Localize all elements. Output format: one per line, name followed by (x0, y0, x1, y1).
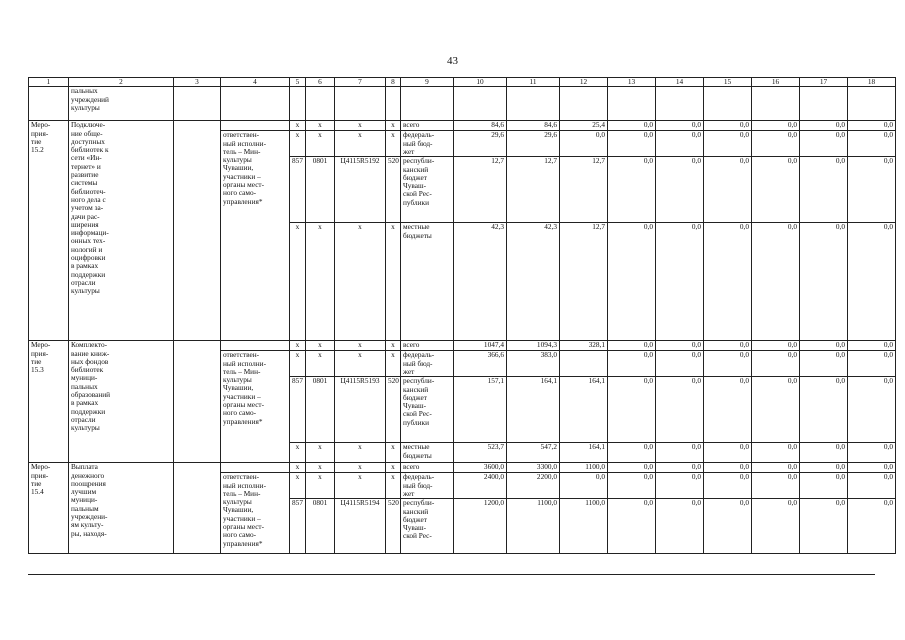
expense-type-code: x (386, 121, 401, 131)
budget-value: 0,0 (848, 157, 896, 223)
column-header: 18 (848, 78, 896, 87)
expense-type-code: x (386, 131, 401, 157)
column-header: 10 (454, 78, 507, 87)
cell-empty (401, 87, 454, 121)
funding-source: федераль- ный бюд- жет (401, 473, 454, 499)
cell-empty (656, 87, 704, 121)
budget-value: 157,1 (454, 377, 507, 443)
budget-value: 0,0 (656, 463, 704, 473)
budget-value: 12,7 (507, 157, 560, 223)
budget-value: 0,0 (848, 443, 896, 463)
cell-empty (174, 341, 221, 463)
section-code: x (306, 463, 335, 473)
budget-value: 0,0 (800, 131, 848, 157)
budget-value: 0,0 (752, 351, 800, 377)
expense-type-code: x (386, 443, 401, 463)
table-row (29, 341, 896, 351)
cell-empty (174, 463, 221, 554)
budget-value: 0,0 (704, 157, 752, 223)
grbs-code: x (290, 463, 306, 473)
column-header: 17 (800, 78, 848, 87)
section-code: 0801 (306, 377, 335, 443)
grbs-code: 857 (290, 377, 306, 443)
budget-value: 1047,4 (454, 341, 507, 351)
funding-source: федераль- ный бюд- жет (401, 351, 454, 377)
budget-value: 0,0 (848, 223, 896, 341)
target-article-code: x (335, 473, 386, 499)
budget-value: 0,0 (800, 351, 848, 377)
budget-value: 547,2 (507, 443, 560, 463)
expense-type-code: 520 (386, 157, 401, 223)
budget-value: 0,0 (608, 473, 656, 499)
funding-source: всего (401, 341, 454, 351)
budget-value: 0,0 (752, 463, 800, 473)
expense-type-code: x (386, 341, 401, 351)
grbs-code: x (290, 131, 306, 157)
budget-table (28, 77, 896, 554)
expense-type-code: 520 (386, 499, 401, 554)
cell-empty (800, 87, 848, 121)
funding-source: всего (401, 463, 454, 473)
budget-value: 0,0 (752, 377, 800, 443)
target-article-code: x (335, 131, 386, 157)
column-header: 2 (69, 78, 174, 87)
cell-empty (560, 87, 608, 121)
cell-empty (221, 121, 290, 131)
budget-value: 0,0 (800, 473, 848, 499)
budget-value: 0,0 (704, 473, 752, 499)
budget-value: 0,0 (656, 341, 704, 351)
budget-value: 0,0 (752, 157, 800, 223)
measure-label: Меро- прия- тие 15.4 (29, 463, 69, 554)
budget-value: 1100,0 (507, 499, 560, 554)
budget-value: 0,0 (848, 499, 896, 554)
funding-source: республи- канский бюджет Чуваш- ской Рес- публики (401, 157, 454, 223)
budget-value: 328,1 (560, 341, 608, 351)
column-header: 11 (507, 78, 560, 87)
budget-value: 0,0 (608, 377, 656, 443)
budget-value: 0,0 (752, 499, 800, 554)
budget-value: 0,0 (656, 223, 704, 341)
cell-empty (608, 87, 656, 121)
budget-value: 1200,0 (454, 499, 507, 554)
budget-value: 0,0 (704, 351, 752, 377)
cell-empty (221, 87, 290, 121)
target-article-code: Ц4115R5193 (335, 377, 386, 443)
cell-empty (174, 87, 221, 121)
budget-value: 0,0 (848, 121, 896, 131)
budget-value: 0,0 (704, 377, 752, 443)
budget-value: 29,6 (507, 131, 560, 157)
budget-value: 0,0 (752, 473, 800, 499)
grbs-code: x (290, 473, 306, 499)
budget-value: 0,0 (752, 131, 800, 157)
expense-type-code: x (386, 473, 401, 499)
target-article-code: Ц4115R5194 (335, 499, 386, 554)
column-header: 6 (306, 78, 335, 87)
budget-value: 0,0 (608, 131, 656, 157)
expense-type-code: x (386, 463, 401, 473)
budget-value: 0,0 (752, 121, 800, 131)
column-header: 8 (386, 78, 401, 87)
budget-value: 0,0 (848, 351, 896, 377)
cell-empty (752, 87, 800, 121)
section-code: x (306, 351, 335, 377)
budget-value: 12,7 (454, 157, 507, 223)
budget-value: 1094,3 (507, 341, 560, 351)
measure-label: Меро- прия- тие 15.2 (29, 121, 69, 341)
expense-type-code: x (386, 223, 401, 341)
measure-name: Подключе- ние обще- доступных библиотек к сети «Ин- тернет» и развитие системы библиотеч- ного дела с учетом за- дачи рас- ширения информаци- онных тех- нологий и оцифровки в рамках поддержки отрасли культуры (69, 121, 174, 341)
budget-value (560, 351, 608, 377)
budget-value: 0,0 (848, 131, 896, 157)
budget-value: 0,0 (704, 499, 752, 554)
cell-empty (335, 87, 386, 121)
measure-label: Меро- прия- тие 15.3 (29, 341, 69, 463)
grbs-code: x (290, 121, 306, 131)
target-article-code: x (335, 351, 386, 377)
measure-name: Выплата денежного поощрения лучшим муници- пальным учреждени- ям культу- ры, находя- (69, 463, 174, 554)
budget-value: 366,6 (454, 351, 507, 377)
executor-cell: ответствен- ный исполни- тель – Мин- культуры Чувашии, участники – органы мест- ного само- управления* (221, 131, 290, 341)
budget-value: 523,7 (454, 443, 507, 463)
cell-empty (386, 87, 401, 121)
budget-value: 0,0 (800, 121, 848, 131)
cell-empty (848, 87, 896, 121)
budget-value: 0,0 (608, 463, 656, 473)
budget-value: 29,6 (454, 131, 507, 157)
budget-value: 3300,0 (507, 463, 560, 473)
budget-value: 0,0 (800, 463, 848, 473)
budget-value: 383,0 (507, 351, 560, 377)
budget-value: 1100,0 (560, 463, 608, 473)
budget-value: 84,6 (454, 121, 507, 131)
budget-value: 84,6 (507, 121, 560, 131)
column-header: 9 (401, 78, 454, 87)
budget-value: 164,1 (560, 443, 608, 463)
column-header: 4 (221, 78, 290, 87)
section-code: x (306, 131, 335, 157)
budget-value: 0,0 (608, 157, 656, 223)
column-header: 5 (290, 78, 306, 87)
grbs-code: 857 (290, 157, 306, 223)
budget-value: 2400,0 (454, 473, 507, 499)
expense-type-code: 520 (386, 377, 401, 443)
cell-empty (221, 463, 290, 473)
table-row (29, 463, 896, 473)
cell-empty (221, 341, 290, 351)
budget-value: 0,0 (656, 121, 704, 131)
funding-source: всего (401, 121, 454, 131)
column-header: 16 (752, 78, 800, 87)
column-header: 3 (174, 78, 221, 87)
cell-empty (174, 121, 221, 341)
budget-value: 0,0 (560, 473, 608, 499)
target-article-code: x (335, 443, 386, 463)
budget-value: 0,0 (704, 341, 752, 351)
budget-value: 0,0 (608, 121, 656, 131)
budget-value: 0,0 (608, 223, 656, 341)
budget-value: 0,0 (704, 121, 752, 131)
continuation-row (29, 87, 896, 121)
budget-value: 0,0 (800, 223, 848, 341)
page-number: 43 (447, 55, 458, 67)
section-code: x (306, 341, 335, 351)
budget-value: 0,0 (656, 443, 704, 463)
budget-value: 25,4 (560, 121, 608, 131)
budget-value: 0,0 (752, 223, 800, 341)
budget-value: 0,0 (800, 341, 848, 351)
budget-value: 0,0 (704, 223, 752, 341)
section-code: 0801 (306, 499, 335, 554)
section-code: x (306, 443, 335, 463)
grbs-code: x (290, 443, 306, 463)
budget-value: 2200,0 (507, 473, 560, 499)
cell-empty (507, 87, 560, 121)
budget-value: 0,0 (704, 131, 752, 157)
page-bottom-rule (28, 574, 875, 575)
target-article-code: x (335, 121, 386, 131)
budget-value: 0,0 (752, 341, 800, 351)
budget-value: 12,7 (560, 157, 608, 223)
budget-value: 0,0 (608, 351, 656, 377)
budget-value: 0,0 (656, 473, 704, 499)
funding-source: федераль- ный бюд- жет (401, 131, 454, 157)
funding-source: местные бюджеты (401, 443, 454, 463)
column-header: 14 (656, 78, 704, 87)
budget-value: 0,0 (656, 131, 704, 157)
budget-value: 0,0 (848, 341, 896, 351)
funding-source: республи- канский бюджет Чуваш- ской Рес- публики (401, 377, 454, 443)
column-header: 7 (335, 78, 386, 87)
cell-empty (290, 87, 306, 121)
column-header: 12 (560, 78, 608, 87)
section-code: 0801 (306, 157, 335, 223)
measure-name: Комплекто- вание книж- ных фондов библиотек муници- пальных образований в рамках поддержки отрасли культуры (69, 341, 174, 463)
measure-name-continued: пальных учреждений культуры (69, 87, 174, 121)
section-code: x (306, 473, 335, 499)
target-article-code: x (335, 223, 386, 341)
grbs-code: x (290, 223, 306, 341)
section-code: x (306, 223, 335, 341)
budget-value: 42,3 (507, 223, 560, 341)
budget-value: 0,0 (608, 341, 656, 351)
cell-empty (29, 87, 69, 121)
budget-value: 42,3 (454, 223, 507, 341)
grbs-code: x (290, 341, 306, 351)
budget-value: 0,0 (800, 443, 848, 463)
executor-cell: ответствен- ный исполни- тель – Мин- культуры Чувашии, участники – органы мест- ного само- управления* (221, 473, 290, 554)
budget-value: 0,0 (656, 499, 704, 554)
target-article-code: Ц4115R5192 (335, 157, 386, 223)
budget-value: 164,1 (507, 377, 560, 443)
table-row (29, 121, 896, 131)
budget-value: 1100,0 (560, 499, 608, 554)
budget-value: 0,0 (800, 157, 848, 223)
budget-value: 12,7 (560, 223, 608, 341)
column-header: 13 (608, 78, 656, 87)
budget-value: 0,0 (800, 377, 848, 443)
budget-value: 0,0 (608, 443, 656, 463)
grbs-code: x (290, 351, 306, 377)
budget-value: 0,0 (656, 351, 704, 377)
section-code: x (306, 121, 335, 131)
budget-value: 0,0 (848, 463, 896, 473)
budget-value: 0,0 (704, 443, 752, 463)
funding-source: республи- канский бюджет Чуваш- ской Рес- (401, 499, 454, 554)
cell-empty (704, 87, 752, 121)
cell-empty (306, 87, 335, 121)
budget-value: 0,0 (848, 473, 896, 499)
budget-value: 3600,0 (454, 463, 507, 473)
header-row (29, 78, 896, 87)
column-header: 1 (29, 78, 69, 87)
grbs-code: 857 (290, 499, 306, 554)
budget-value: 0,0 (608, 499, 656, 554)
target-article-code: x (335, 341, 386, 351)
budget-value: 0,0 (656, 377, 704, 443)
expense-type-code: x (386, 351, 401, 377)
cell-empty (454, 87, 507, 121)
budget-value: 0,0 (800, 499, 848, 554)
budget-value: 0,0 (560, 131, 608, 157)
budget-value: 164,1 (560, 377, 608, 443)
column-header: 15 (704, 78, 752, 87)
executor-cell: ответствен- ный исполни- тель – Мин- культуры Чувашии, участники – органы мест- ного само- управления* (221, 351, 290, 463)
budget-value: 0,0 (704, 463, 752, 473)
funding-source: местные бюджеты (401, 223, 454, 341)
budget-value: 0,0 (752, 443, 800, 463)
budget-value: 0,0 (848, 377, 896, 443)
target-article-code: x (335, 463, 386, 473)
budget-value: 0,0 (656, 157, 704, 223)
